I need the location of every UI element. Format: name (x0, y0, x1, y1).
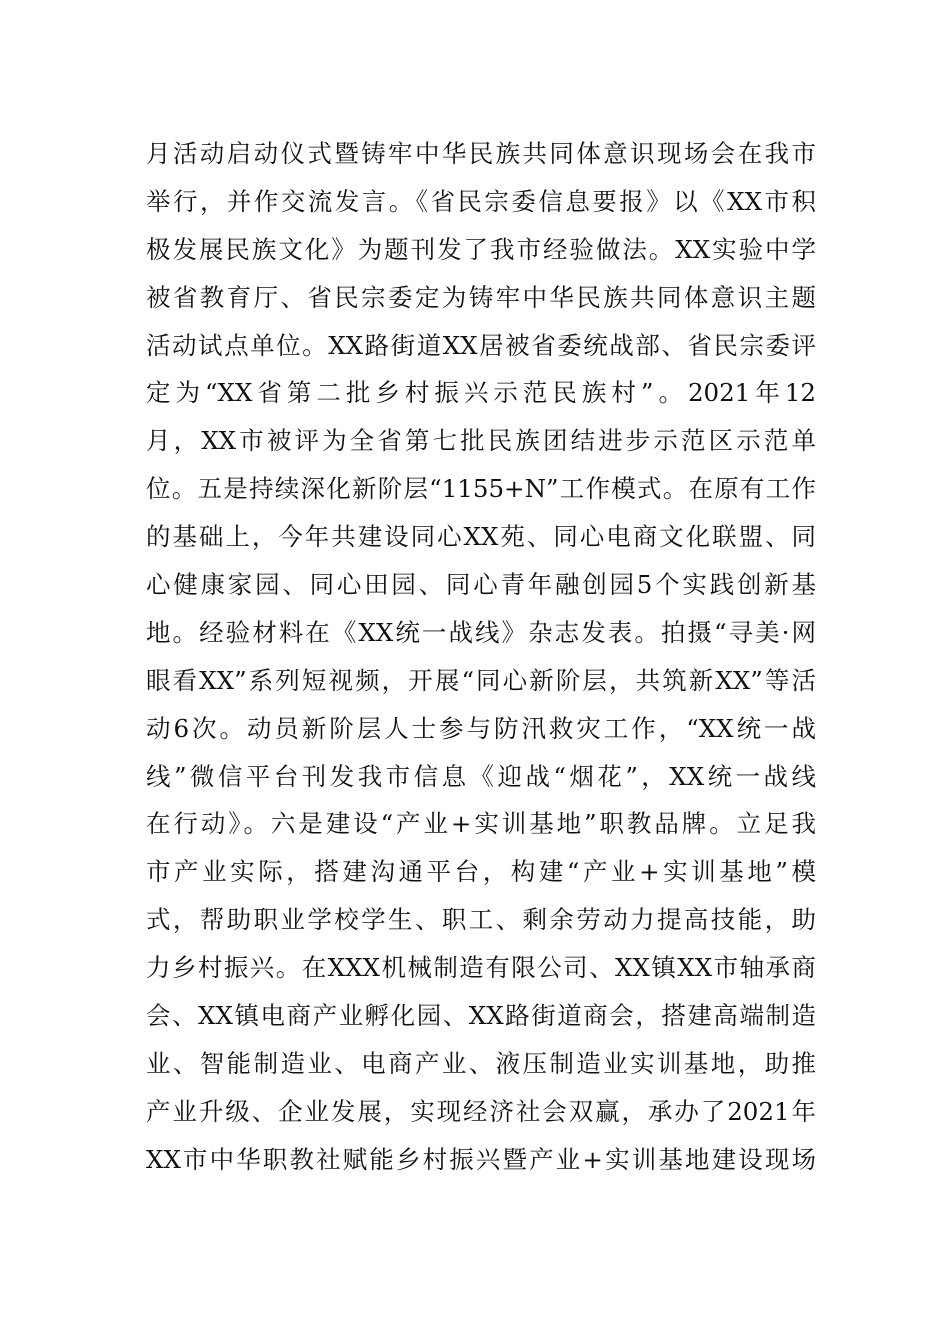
text-line: 月活动启动仪式暨铸牢中华民族共同体意识现场会在我市 (146, 139, 816, 168)
text-line: 定为“XX省第二批乡村振兴示范民族村”。2021年12 (146, 378, 816, 408)
text-line: 位。五是持续深化新阶层“1155+N”工作模式。在原有工作 (146, 474, 816, 504)
text-line: 产业升级、企业发展，实现经济社会双赢，承办了2021年 (146, 1096, 816, 1126)
text-line: 力乡村振兴。在XXX机械制造有限公司、XX镇XX市轴承商 (146, 953, 816, 983)
text-line: 被省教育厅、省民宗委定为铸牢中华民族共同体意识主题 (146, 282, 816, 312)
text-line: 式，帮助职业学校学生、职工、剩余劳动力提高技能，助 (146, 905, 816, 935)
text-line: XX市中华职教社赋能乡村振兴暨产业+实训基地建设现场 (146, 1144, 816, 1174)
text-line: 在行动》。六是建设“产业+实训基地”职教品牌。立足我 (146, 809, 816, 839)
text-line: 会、XX镇电商产业孵化园、XX路街道商会，搭建高端制造 (146, 1001, 816, 1031)
text-line: 的基础上，今年共建设同心XX苑、同心电商文化联盟、同 (146, 522, 816, 552)
body-text (146, 130, 816, 1184)
text-line: 动6次。动员新阶层人士参与防汛救灾工作，“XX统一战 (146, 713, 816, 743)
text-line: 极发展民族文化》为题刊发了我市经验做法。XX实验中学 (146, 234, 816, 264)
text-line: 举行，并作交流发言。《省民宗委信息要报》以《XX市积 (146, 186, 816, 216)
text-line: 心健康家园、同心田园、同心青年融创园5个实践创新基 (146, 570, 816, 600)
text-line: 业、智能制造业、电商产业、液压制造业实训基地，助推 (146, 1048, 816, 1078)
text-line: 市产业实际，搭建沟通平台，构建“产业+实训基地”模 (146, 857, 816, 887)
text-line: 眼看XX”系列短视频，开展“同心新阶层，共筑新XX”等活 (146, 665, 816, 695)
text-line: 月，XX市被评为全省第七批民族团结进步示范区示范单 (146, 426, 816, 456)
text-line: 活动试点单位。XX路街道XX居被省委统战部、省民宗委评 (146, 330, 816, 360)
text-line: 线”微信平台刊发我市信息《迎战“烟花”，XX统一战线 (146, 761, 816, 791)
text-line: 地。经验材料在《XX统一战线》杂志发表。拍摄“寻美·网 (146, 617, 816, 647)
